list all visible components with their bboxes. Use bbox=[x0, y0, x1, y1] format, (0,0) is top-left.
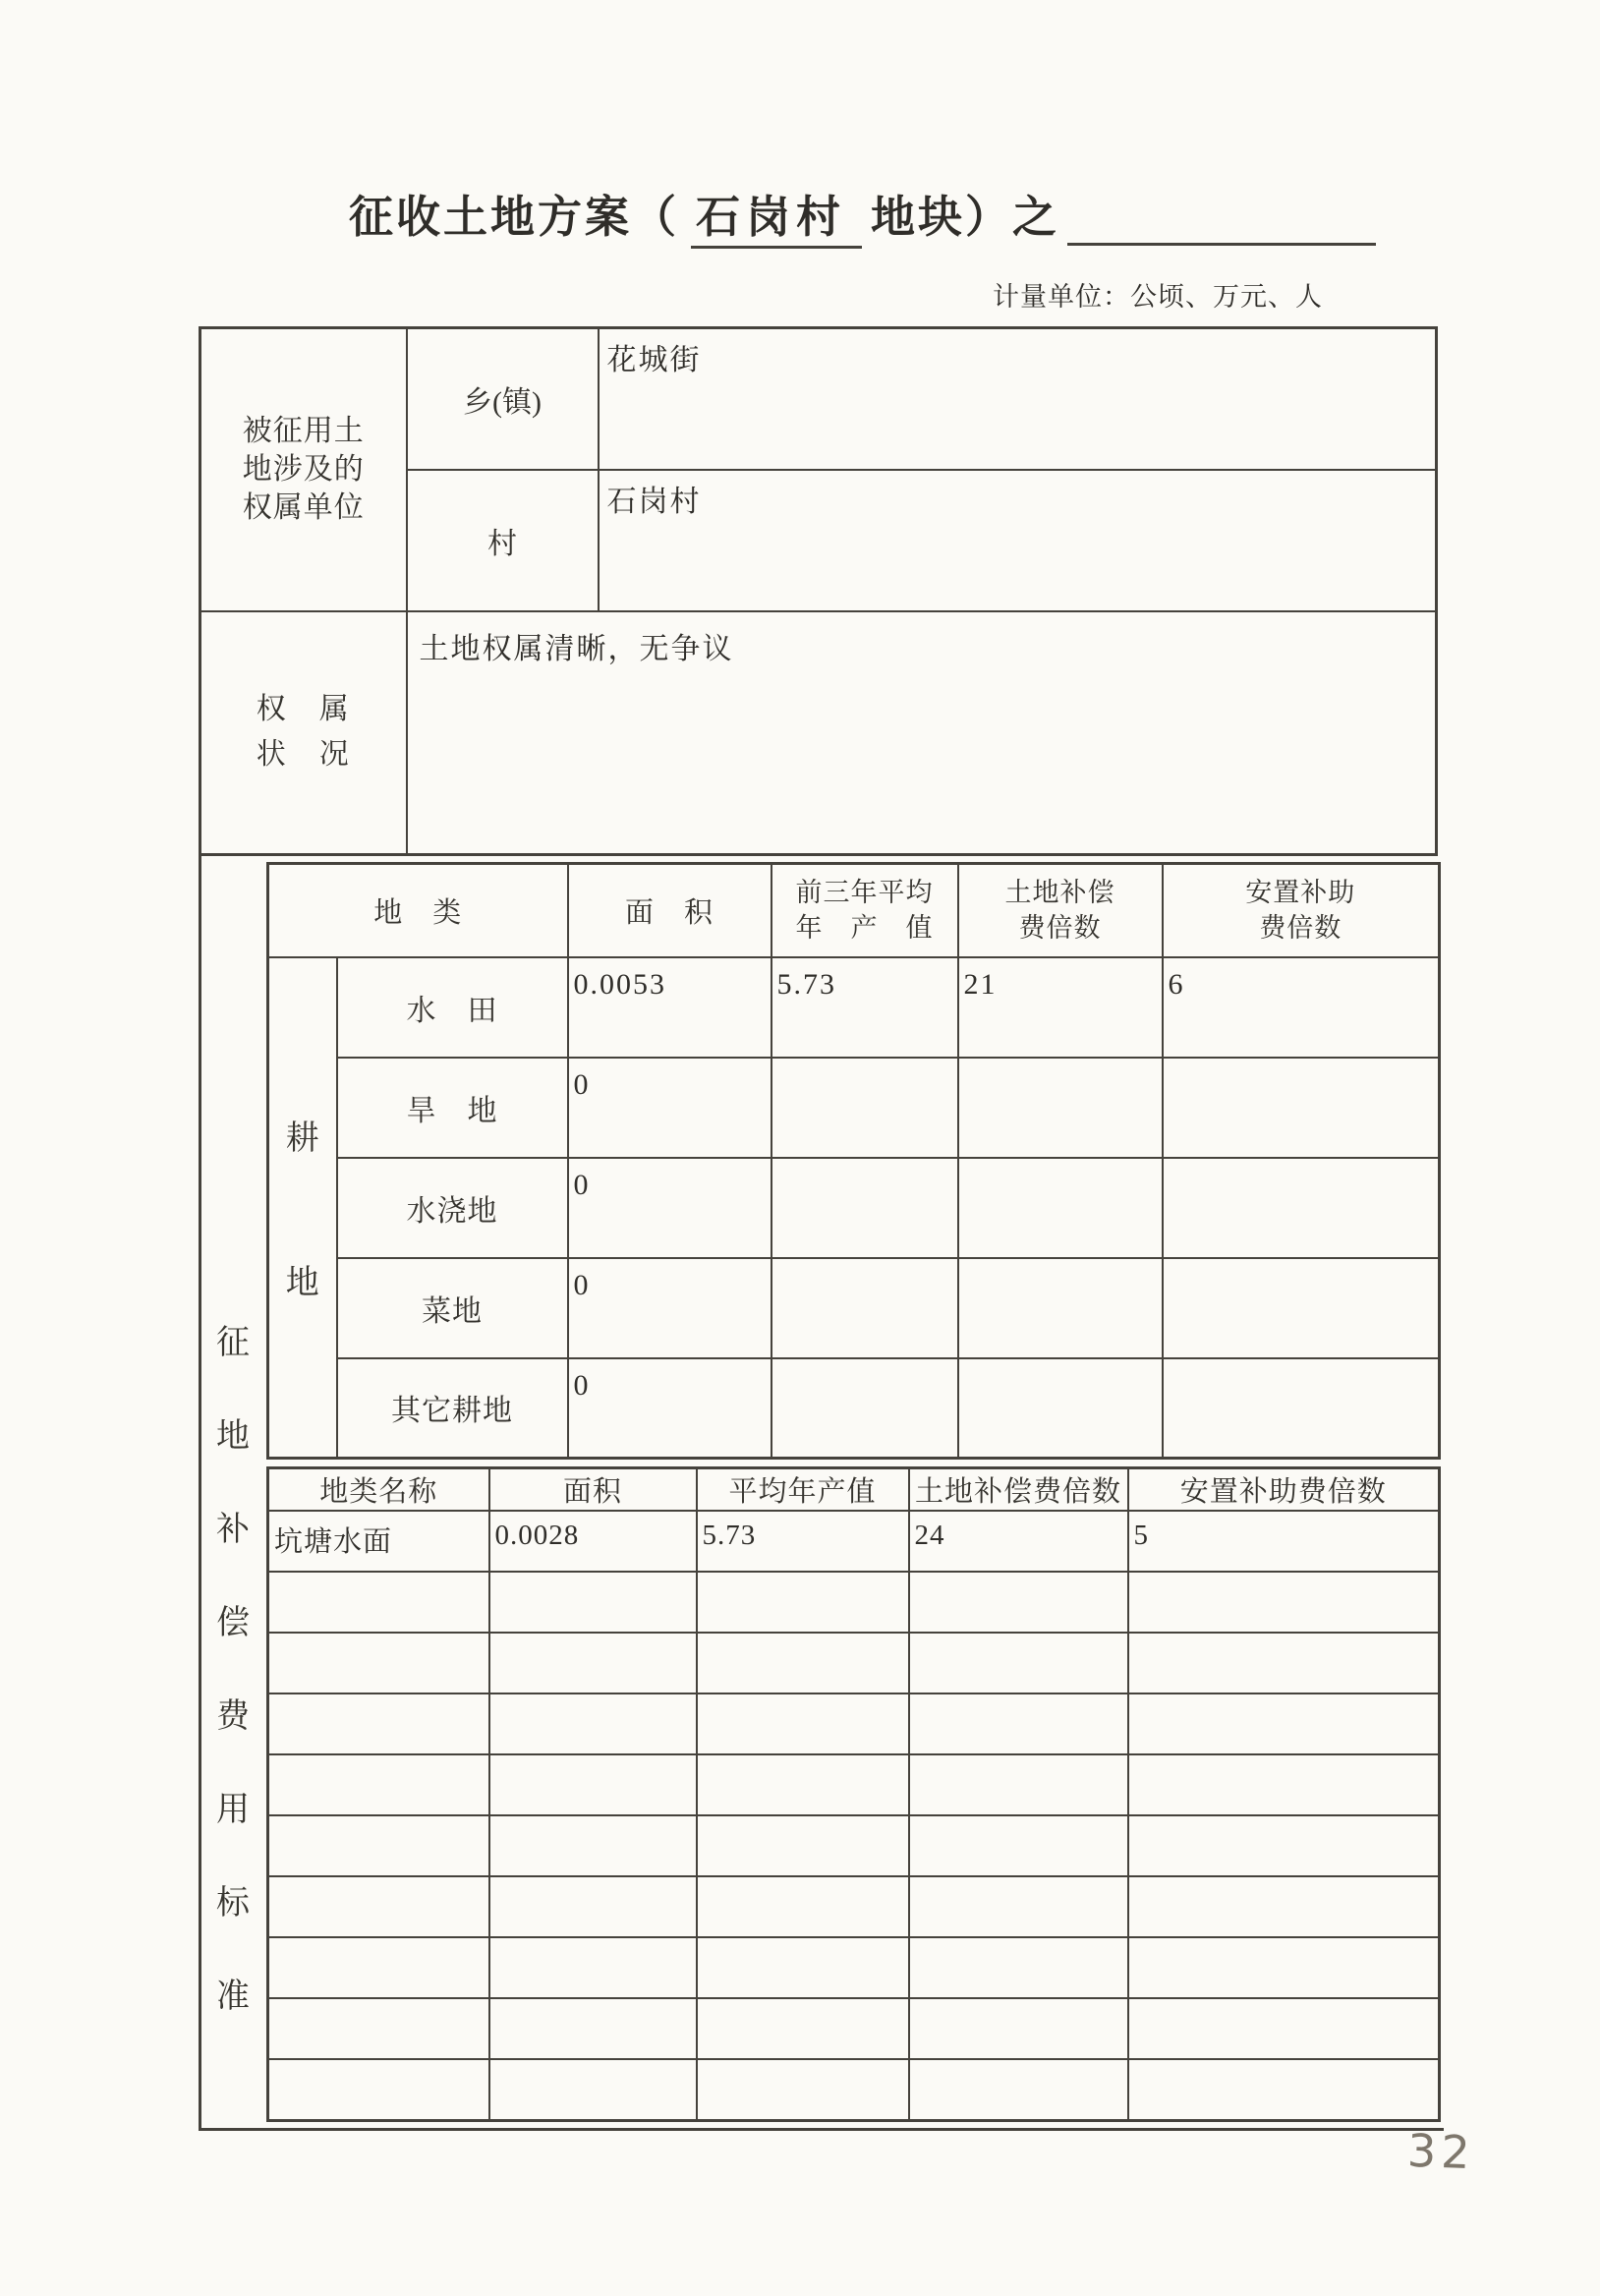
village-underline bbox=[691, 246, 862, 249]
avg-output-cell bbox=[771, 1058, 958, 1158]
empty-cell bbox=[909, 1937, 1128, 1998]
group-char: 地 bbox=[285, 1265, 319, 1302]
empty-cell bbox=[909, 1633, 1128, 1693]
avg-output-cell: 5.73 bbox=[771, 957, 958, 1058]
side-label-char: 偿 bbox=[216, 1605, 250, 1641]
side-label-char: 用 bbox=[216, 1792, 250, 1828]
unit-note: 计量单位：公顷、万元、人 bbox=[993, 282, 1323, 312]
side-label-char: 费 bbox=[216, 1698, 250, 1735]
empty-cell bbox=[489, 2059, 697, 2120]
table-header-row bbox=[268, 1468, 1440, 1512]
empty-cell bbox=[268, 1572, 489, 1633]
ownership-table bbox=[199, 326, 1438, 856]
side-label-char: 补 bbox=[216, 1512, 250, 1548]
header-avg-output: 平均年产值 bbox=[697, 1468, 909, 1512]
header-resettle-multiple: 安置补助费倍数 bbox=[1128, 1468, 1440, 1512]
table-row bbox=[268, 957, 1440, 1058]
status-label-line: 状 况 bbox=[256, 738, 351, 772]
empty-cell bbox=[1128, 1937, 1440, 1998]
cultivated-land-group-cell bbox=[268, 957, 337, 1459]
avg-output-cell bbox=[771, 1158, 958, 1258]
empty-cell bbox=[697, 1572, 909, 1633]
empty-row bbox=[268, 1937, 1440, 1998]
empty-cell bbox=[268, 1815, 489, 1876]
header-land-class: 地 类 bbox=[268, 864, 568, 957]
group-label-line: 地涉及的 bbox=[242, 453, 365, 487]
table-row bbox=[268, 1258, 1440, 1358]
empty-row bbox=[268, 1572, 1440, 1633]
empty-cell bbox=[697, 1937, 909, 1998]
empty-row bbox=[268, 1815, 1440, 1876]
empty-row bbox=[268, 1633, 1440, 1693]
land-type-cell: 其它耕地 bbox=[337, 1358, 568, 1459]
resettle-multiple-cell bbox=[1163, 1158, 1440, 1258]
empty-cell bbox=[489, 1693, 697, 1754]
land-multiple-cell bbox=[958, 1258, 1163, 1358]
area-cell: 0.0028 bbox=[489, 1511, 697, 1572]
side-label-char: 准 bbox=[216, 1979, 250, 2015]
group-char: 耕 bbox=[285, 1120, 319, 1158]
header-land-multiple: 土地补偿 费倍数 bbox=[958, 864, 1163, 957]
empty-cell bbox=[697, 1693, 909, 1754]
empty-cell bbox=[268, 1998, 489, 2059]
resettle-multiple-cell: 5 bbox=[1128, 1511, 1440, 1572]
avg-output-cell bbox=[771, 1258, 958, 1358]
land-multiple-cell bbox=[958, 1058, 1163, 1158]
empty-cell bbox=[268, 1693, 489, 1754]
empty-cell bbox=[697, 2059, 909, 2120]
land-name-cell: 坑塘水面 bbox=[268, 1511, 489, 1572]
header-area: 面积 bbox=[489, 1468, 697, 1512]
empty-cell bbox=[1128, 1998, 1440, 2059]
village-label-cell: 村 bbox=[407, 470, 599, 611]
status-label-cell bbox=[200, 611, 407, 855]
table-row bbox=[268, 1158, 1440, 1258]
empty-row bbox=[268, 2059, 1440, 2120]
header-resettle-multiple: 安置补助 费倍数 bbox=[1163, 864, 1440, 957]
area-cell: 0.0053 bbox=[568, 957, 771, 1058]
empty-cell bbox=[697, 1876, 909, 1937]
empty-cell bbox=[1128, 1633, 1440, 1693]
empty-cell bbox=[697, 1998, 909, 2059]
status-label-line: 权 属 bbox=[256, 693, 351, 726]
empty-cell bbox=[697, 1754, 909, 1815]
empty-cell bbox=[268, 1633, 489, 1693]
empty-cell bbox=[909, 1754, 1128, 1815]
empty-cell bbox=[489, 1754, 697, 1815]
township-value-cell: 花城街 bbox=[599, 328, 1437, 470]
land-type-cell: 菜地 bbox=[337, 1258, 568, 1358]
group-label-line: 权属单位 bbox=[242, 491, 365, 525]
empty-row bbox=[268, 1693, 1440, 1754]
empty-cell bbox=[1128, 1754, 1440, 1815]
land-multiple-cell: 21 bbox=[958, 957, 1163, 1058]
side-label-char: 地 bbox=[216, 1418, 250, 1455]
group-label-line: 被征用土 bbox=[242, 415, 365, 448]
empty-cell bbox=[489, 1998, 697, 2059]
resettle-multiple-cell bbox=[1163, 1358, 1440, 1459]
empty-cell bbox=[489, 1937, 697, 1998]
empty-cell bbox=[1128, 2059, 1440, 2120]
table-row bbox=[200, 611, 1437, 855]
page-title-village: 石岗村 bbox=[696, 193, 847, 242]
land-type-cell: 水 田 bbox=[337, 957, 568, 1058]
empty-cell bbox=[909, 1876, 1128, 1937]
table-row bbox=[200, 328, 1437, 470]
area-cell: 0 bbox=[568, 1158, 771, 1258]
header-land-multiple: 土地补偿费倍数 bbox=[909, 1468, 1128, 1512]
empty-cell bbox=[909, 1815, 1128, 1876]
village-value-cell: 石岗村 bbox=[599, 470, 1437, 611]
empty-cell bbox=[1128, 1876, 1440, 1937]
empty-cell bbox=[489, 1876, 697, 1937]
header-area: 面 积 bbox=[568, 864, 771, 957]
avg-output-cell: 5.73 bbox=[697, 1511, 909, 1572]
empty-cell bbox=[909, 1572, 1128, 1633]
land-multiple-cell bbox=[958, 1358, 1163, 1459]
status-value-cell: 土地权属清晰，无争议 bbox=[407, 611, 1437, 855]
compensation-section bbox=[199, 853, 1444, 2131]
area-cell: 0 bbox=[568, 1058, 771, 1158]
other-land-table bbox=[266, 1466, 1441, 2122]
ownership-group-label-cell bbox=[200, 328, 407, 611]
empty-row bbox=[268, 1876, 1440, 1937]
empty-cell bbox=[909, 1998, 1128, 2059]
empty-cell bbox=[268, 1754, 489, 1815]
table-row bbox=[268, 1511, 1440, 1572]
empty-cell bbox=[909, 2059, 1128, 2120]
side-label-char: 征 bbox=[216, 1325, 250, 1361]
page-title-suffix: 地块）之 bbox=[871, 193, 1060, 242]
resettle-multiple-cell bbox=[1163, 1258, 1440, 1358]
resettle-multiple-cell bbox=[1163, 1058, 1440, 1158]
area-cell: 0 bbox=[568, 1358, 771, 1459]
empty-cell bbox=[697, 1815, 909, 1876]
empty-cell bbox=[268, 1876, 489, 1937]
table-row bbox=[268, 1358, 1440, 1459]
land-multiple-cell bbox=[958, 1158, 1163, 1258]
area-cell: 0 bbox=[568, 1258, 771, 1358]
empty-cell bbox=[1128, 1572, 1440, 1633]
empty-cell bbox=[489, 1633, 697, 1693]
empty-cell bbox=[697, 1633, 909, 1693]
resettle-multiple-cell: 6 bbox=[1163, 957, 1440, 1058]
land-type-cell: 水浇地 bbox=[337, 1158, 568, 1258]
land-multiple-cell: 24 bbox=[909, 1511, 1128, 1572]
empty-cell bbox=[1128, 1693, 1440, 1754]
section-side-label bbox=[213, 1315, 253, 2017]
avg-output-cell bbox=[771, 1358, 958, 1459]
blank-underline bbox=[1067, 243, 1376, 246]
empty-row bbox=[268, 1998, 1440, 2059]
empty-cell bbox=[268, 1937, 489, 1998]
township-label-cell: 乡(镇) bbox=[407, 328, 599, 470]
header-avg-output: 前三年平均 年 产 值 bbox=[771, 864, 958, 957]
header-land-name: 地类名称 bbox=[268, 1468, 489, 1512]
land-type-cell: 旱 地 bbox=[337, 1058, 568, 1158]
land-class-table bbox=[266, 862, 1441, 1460]
table-header-row bbox=[268, 864, 1440, 957]
page-title-prefix: 征收土地方案（ bbox=[349, 193, 680, 242]
side-label-char: 标 bbox=[216, 1885, 250, 1922]
table-row bbox=[268, 1058, 1440, 1158]
empty-cell bbox=[1128, 1815, 1440, 1876]
empty-cell bbox=[909, 1693, 1128, 1754]
page-number: 32 bbox=[1406, 2123, 1476, 2180]
empty-row bbox=[268, 1754, 1440, 1815]
empty-cell bbox=[489, 1815, 697, 1876]
empty-cell bbox=[268, 2059, 489, 2120]
empty-cell bbox=[489, 1572, 697, 1633]
